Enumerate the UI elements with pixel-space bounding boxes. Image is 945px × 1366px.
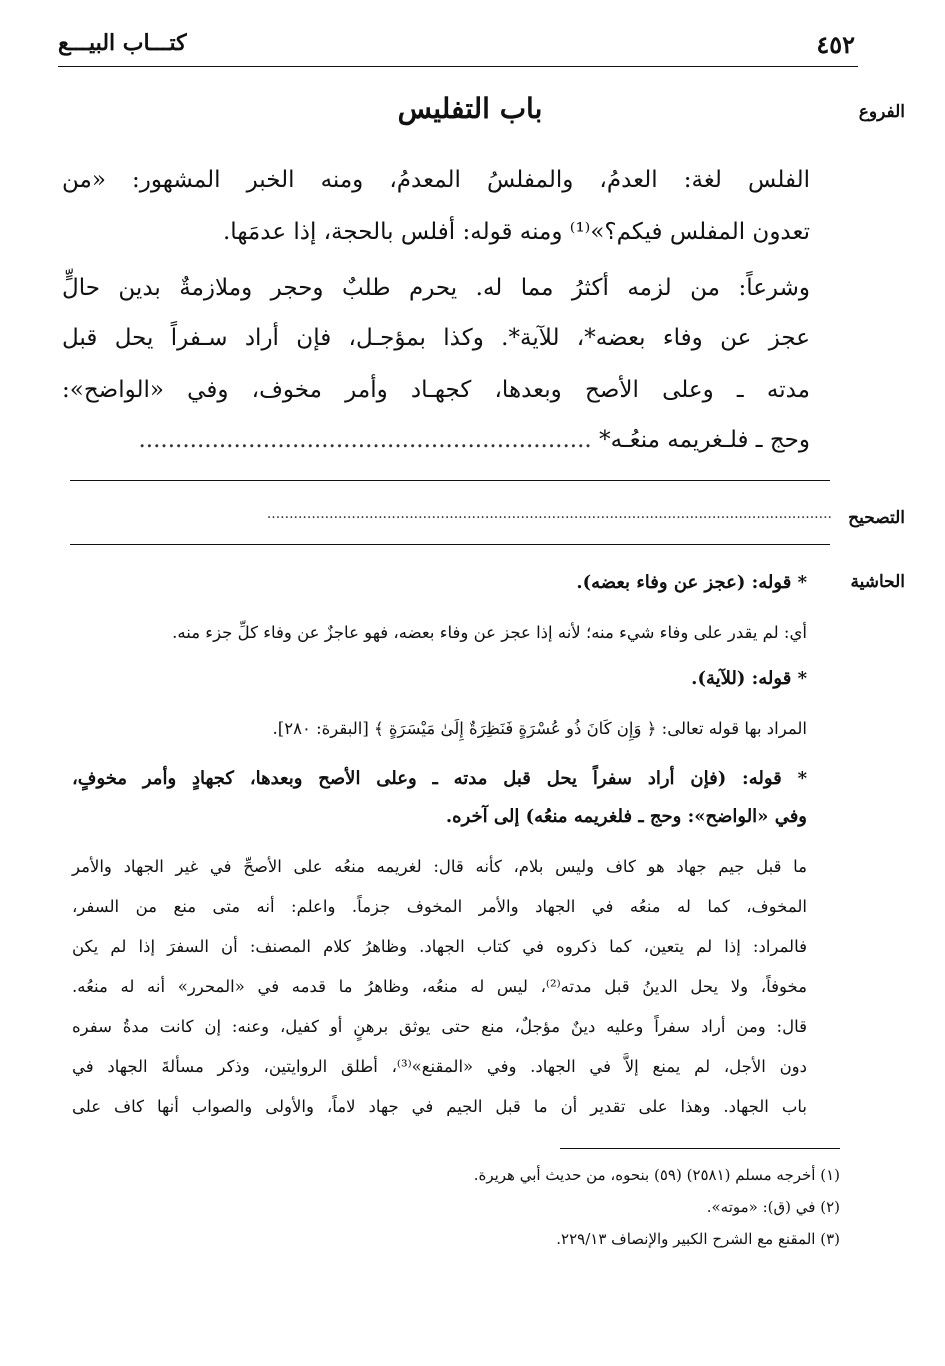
tashih-dots: ............................................................................................................................... <box>266 506 832 522</box>
main-line: تعدون المفلس فيكم؟»⁽¹⁾ ومنه قوله: أفلس بالحجة، إذا عدمَها. <box>223 219 810 245</box>
hashiya-heading: وفي «الواضح»: وحج ـ فلغريمه منعُه) إلى آخره. <box>445 806 807 827</box>
running-title: كتـــاب البيـــع <box>58 30 187 56</box>
header-rule <box>58 66 858 67</box>
main-line <box>62 418 810 462</box>
main-line: الفلس لغة: العدمُ، والمفلسُ المعدمُ، ومنه الخبر المشهور: «من <box>62 167 810 193</box>
hashiya-line: قال: ومن أراد سفراً وعليه دينٌ مؤجلٌ، منع حتى يوثق برهنٍ أو كفيل، وعنه: إن كانت مدةُ سفره <box>72 1017 807 1036</box>
hashiya-line: مخوفاً، ولا يحل الدينُ قبل مدته⁽²⁾، ليس له منعُه، وظاهرُ ما قدمه في «المحرر» أنه له منعُه. <box>72 977 808 996</box>
hashiya-line: دون الأجل، لم يمنع إلاَّ في الجهاد. وفي «المقنع»⁽³⁾، أطلق الروايتين، وذكر مسألةَ الجهاد في <box>72 1057 808 1076</box>
dotted-leader: .............................................................. <box>138 427 592 453</box>
main-line-text: وحج ـ فلـغريمه منعُـه* <box>599 427 810 453</box>
hashiya-line: أي: لم يقدر على وفاء شيء منه؛ لأنه إذا عجز عن وفاء بعضه، فهو عاجزٌ عن وفاء كلِّ جزء منه. <box>172 623 807 642</box>
footnote: (٢) في (ق): «موته». <box>706 1198 840 1216</box>
side-label-hashiya: الحاشية <box>850 572 905 592</box>
hashiya-line: المخوف، كما له منعُه في الجهاد والأمر المخوف جزماً. واعلم: أنه متى منع من السفر، <box>72 897 807 916</box>
main-line: وشرعاً: من لزمه أكثرُ مما له. يحرم طلبٌ وحجر وملازمةٌ بدين حالٍّ <box>62 275 810 301</box>
hashiya-heading: * قوله: (للآية). <box>691 668 807 689</box>
footnote-rule <box>560 1148 840 1149</box>
section-rule <box>70 544 830 545</box>
hashiya-heading: * قوله: (عجز عن وفاء بعضه). <box>576 572 807 593</box>
side-label-furu: الفروع <box>858 102 905 122</box>
hashiya-line: ما قبل جيم جهاد هو كاف وليس بلام، كأنه قال: لغريمه منعُه على الأصحِّ في غير الجهاد والأمر <box>72 857 807 876</box>
footnote: (٣) المقنع مع الشرح الكبير والإنصاف ٢٢٩/١٣. <box>556 1230 840 1248</box>
page-number: ٤٥٢ <box>816 30 855 59</box>
hashiya-line: المراد بها قوله تعالى: ﴿ وَإِن كَانَ ذُو عُسْرَةٍ فَنَظِرَةٌ إِلَىٰ مَيْسَرَةٍ ﴾ [البقرة: ٢٨٠]. <box>272 719 807 738</box>
main-line: مدته ـ وعلى الأصح وبعدها، كجهـاد وأمر مخوف، وفي «الواضح»: <box>62 377 810 403</box>
main-line: عجز عن وفاء بعضه*، للآية*. وكذا بمؤجـل، فإن أراد سـفراً يحل قبل <box>62 325 810 351</box>
section-rule <box>70 480 830 481</box>
hashiya-line: فالمراد: إذا لم يتعين، كما ذكروه في كتاب الجهاد. وظاهرُ كلام المصنف: أن السفرَ إذا لم يكن <box>72 937 807 956</box>
side-label-tashih: التصحيح <box>848 508 905 528</box>
chapter-title: باب التفليس <box>397 92 543 125</box>
footnote: (١) أخرجه مسلم (٢٥٨١) (٥٩) بنحوه، من حديث أبي هريرة. <box>473 1166 840 1184</box>
hashiya-line: باب الجهاد. وهذا على تقدير أن ما قبل الجيم في جهاد لاماً، والأولى والصواب أنها كاف على <box>72 1097 807 1116</box>
hashiya-heading: * قوله: (فإن أراد سفراً يحل قبل مدته ـ وعلى الأصح وبعدها، كجهادٍ وأمر مخوفٍ، <box>72 768 807 789</box>
